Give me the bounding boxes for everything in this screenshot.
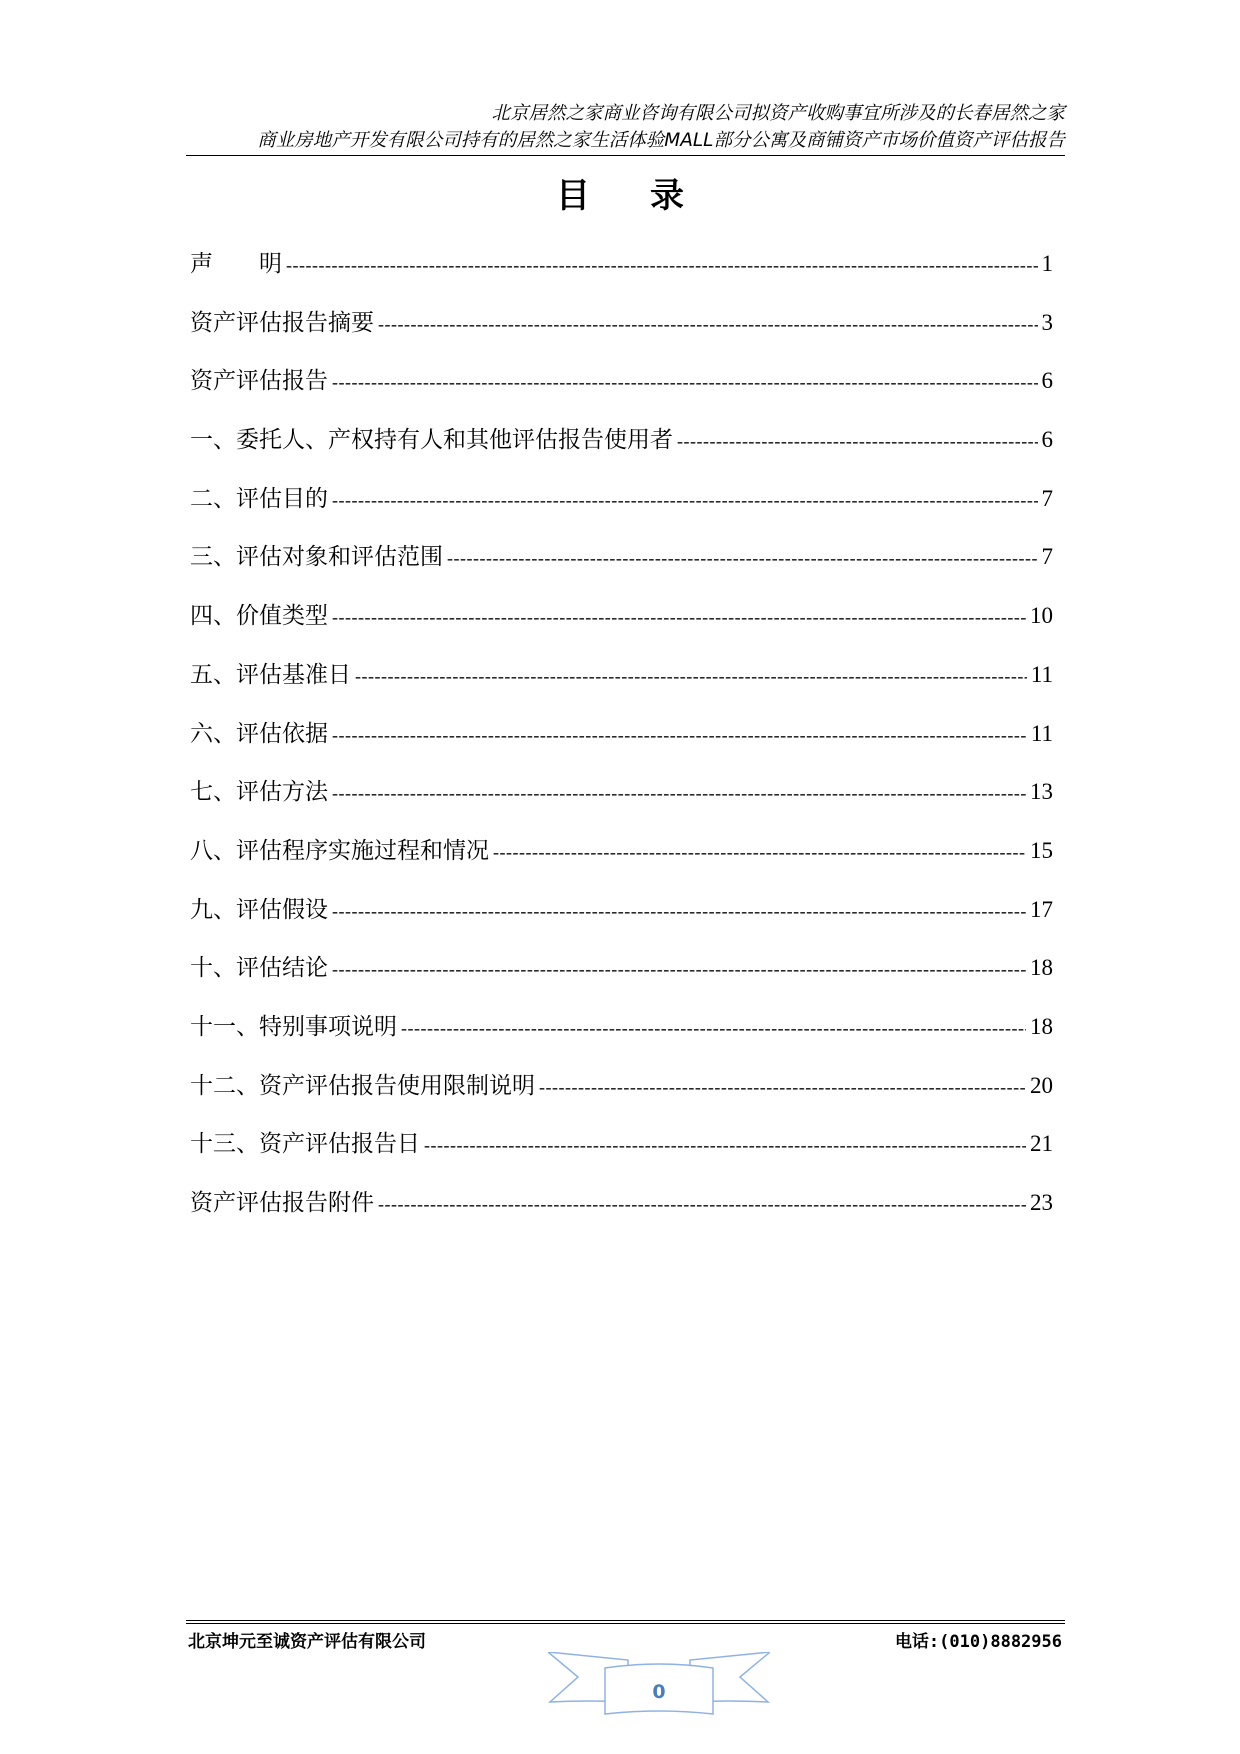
- footer-divider: [186, 1620, 1065, 1624]
- table-of-contents: [190, 245, 1053, 1243]
- toc-entry[interactable]: [190, 362, 1053, 421]
- toc-entry[interactable]: [190, 1125, 1053, 1184]
- toc-leader-dashes: [378, 314, 1038, 335]
- toc-entry-page: 23: [1030, 1190, 1053, 1215]
- toc-entry[interactable]: [190, 832, 1053, 891]
- toc-entry-page: 18: [1030, 1013, 1053, 1039]
- toc-entry-page: 15: [1030, 837, 1053, 863]
- toc-entry[interactable]: [190, 1008, 1053, 1067]
- toc-entry-page: 7: [1041, 485, 1053, 511]
- toc-leader-dashes: [332, 725, 1027, 746]
- toc-leader-dashes: [401, 1018, 1026, 1039]
- footer-phone: 电话:(010)8882956: [894, 1632, 1062, 1652]
- toc-entry-page: 10: [1030, 603, 1053, 629]
- toc-entry-label: 资产评估报告附件: [190, 1190, 374, 1216]
- header-line-2: 商业房地产开发有限公司持有的居然之家生活体验MALL部分公寓及商铺资产市场价值资产评估报告: [257, 130, 1065, 151]
- header-line-1: 北京居然之家商业咨询有限公司拟资产收购事宜所涉及的长春居然之家: [491, 103, 1065, 124]
- footer-company: 北京坤元至诚资产评估有限公司: [188, 1632, 426, 1652]
- toc-leader-dashes: [332, 783, 1026, 804]
- toc-entry-label: 十、评估结论: [190, 955, 328, 982]
- toc-leader-dashes: [355, 666, 1027, 687]
- toc-entry-label: 五、评估基准日: [190, 661, 351, 688]
- toc-entry-label: 资产评估报告摘要: [190, 309, 374, 336]
- toc-entry-label: 二、评估目的: [190, 485, 328, 512]
- toc-entry-page: 6: [1041, 427, 1053, 453]
- toc-entry-label: 一、委托人、产权持有人和其他评估报告使用者: [190, 427, 673, 454]
- toc-leader-dashes: [378, 1194, 1026, 1215]
- toc-entry-label: 十三、资产评估报告日: [190, 1131, 420, 1158]
- toc-entry-label: 十二、资产评估报告使用限制说明: [190, 1072, 535, 1099]
- toc-entry-page: 7: [1041, 544, 1053, 570]
- toc-entry-page: 11: [1030, 720, 1053, 746]
- toc-entry[interactable]: [190, 656, 1053, 715]
- toc-leader-dashes: [332, 490, 1038, 511]
- toc-entry-label: 资产评估报告: [190, 368, 328, 395]
- toc-entry[interactable]: [190, 891, 1053, 950]
- toc-entry-label: 七、评估方法: [190, 779, 328, 806]
- toc-entry[interactable]: [190, 597, 1053, 656]
- toc-entry[interactable]: [190, 1067, 1053, 1126]
- toc-entry-label: 声 明: [190, 251, 282, 277]
- toc-entry[interactable]: [190, 949, 1053, 1008]
- page-title: 目录: [556, 176, 744, 216]
- page-number: 0: [652, 1681, 666, 1703]
- toc-leader-dashes: [539, 1077, 1026, 1098]
- toc-leader-dashes: [286, 255, 1038, 276]
- toc-leader-dashes: [493, 842, 1026, 863]
- toc-entry-page: 13: [1030, 779, 1053, 805]
- running-header: [186, 100, 1065, 154]
- toc-leader-dashes: [424, 1135, 1026, 1156]
- toc-entry[interactable]: [190, 421, 1053, 480]
- toc-entry-page: 20: [1030, 1072, 1053, 1098]
- toc-entry-label: 六、评估依据: [190, 720, 328, 747]
- toc-entry-page: 6: [1041, 368, 1053, 394]
- toc-entry-label: 九、评估假设: [190, 896, 328, 923]
- toc-entry-page: 1: [1041, 251, 1053, 276]
- toc-entry[interactable]: [190, 304, 1053, 363]
- toc-entry[interactable]: [190, 1184, 1053, 1243]
- toc-entry-page: 18: [1030, 955, 1053, 981]
- header-divider: [186, 155, 1065, 156]
- toc-entry-label: 十一、特别事项说明: [190, 1013, 397, 1040]
- toc-entry-page: 21: [1030, 1131, 1053, 1157]
- toc-leader-dashes: [332, 372, 1038, 393]
- toc-entry-label: 八、评估程序实施过程和情况: [190, 837, 489, 864]
- toc-entry-page: 17: [1030, 896, 1053, 922]
- toc-entry-label: 三、评估对象和评估范围: [190, 544, 443, 571]
- toc-entry-page: 11: [1030, 661, 1053, 687]
- toc-leader-dashes: [677, 431, 1038, 452]
- toc-entry[interactable]: [190, 773, 1053, 832]
- toc-entry-label: 四、价值类型: [190, 603, 328, 630]
- toc-entry[interactable]: [190, 715, 1053, 774]
- toc-entry[interactable]: [190, 245, 1053, 304]
- toc-leader-dashes: [332, 901, 1026, 922]
- toc-entry[interactable]: [190, 480, 1053, 539]
- toc-entry[interactable]: [190, 538, 1053, 597]
- toc-leader-dashes: [332, 959, 1026, 980]
- toc-entry-page: 3: [1041, 309, 1053, 335]
- toc-leader-dashes: [447, 548, 1038, 569]
- toc-leader-dashes: [332, 607, 1026, 628]
